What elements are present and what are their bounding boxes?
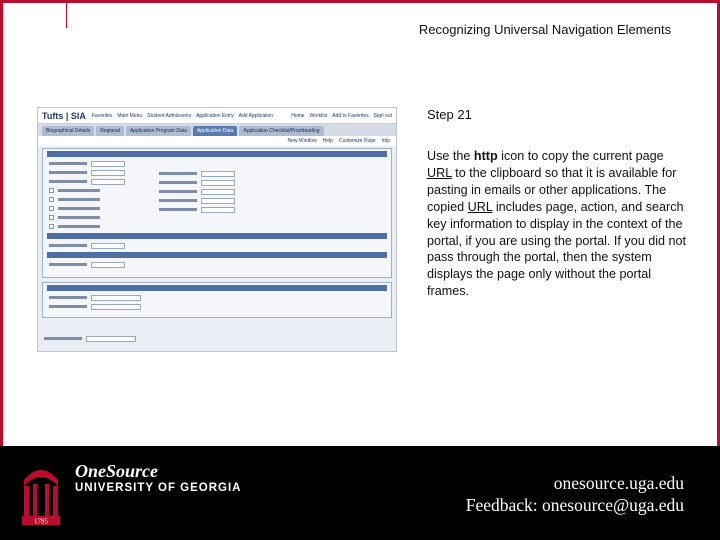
url-term-link[interactable]: URL (427, 165, 452, 180)
screenshot-utility-links (38, 136, 396, 146)
screenshot-tab[interactable]: Regional (96, 126, 124, 136)
screenshot-bottom-select[interactable] (86, 336, 136, 342)
screenshot-input[interactable] (201, 207, 235, 213)
screenshot-application-panel (42, 148, 392, 278)
screenshot-favorites-link[interactable]: Add to Favorites (332, 112, 369, 119)
screenshot-signout-link[interactable]: Sign out (373, 112, 392, 119)
screenshot-second-column (153, 169, 241, 214)
screenshot-tab[interactable]: Biographical Details (42, 126, 94, 136)
screenshot-section-bar (47, 285, 387, 291)
screenshot-breadcrumb (92, 113, 273, 119)
screenshot-worklist-link[interactable]: Worklist (309, 112, 328, 119)
screenshot-nav-item[interactable]: Application Entry (196, 112, 234, 119)
screenshot-nav-item[interactable]: Add Application (238, 112, 274, 119)
screenshot-grid-panel (42, 282, 392, 318)
uga-arch-logo-icon (22, 460, 60, 526)
screenshot-section-bar (47, 151, 387, 157)
screenshot-input[interactable] (91, 170, 125, 176)
slide-title: Recognizing Universal Navigation Elements (418, 22, 672, 37)
screenshot-input[interactable] (91, 243, 125, 249)
screenshot-field-row (43, 159, 391, 168)
screenshot-checkbox[interactable] (49, 215, 54, 220)
screenshot-section-bar (47, 233, 387, 239)
screenshot-input[interactable] (201, 171, 235, 177)
screenshot-checkbox-row (43, 213, 391, 222)
http-keyword: http (473, 149, 498, 163)
screenshot-tab[interactable]: Application Checklist/Proofreading (239, 126, 323, 136)
screenshot-grid-field[interactable] (91, 295, 141, 301)
screenshot-new-window-link[interactable]: New Window (287, 138, 317, 144)
screenshot-grid-field[interactable] (91, 304, 141, 310)
url-term-link[interactable]: URL (467, 199, 493, 214)
step-title: Step 21 (427, 107, 472, 122)
step-description: Use the http icon to copy the current page URL to the clipboard so that it is available for pasting in emails or other applications. The copied URL includes page, action, and search key information to display in the context of the portal, if you are using the portal. If you did not pass through the portal, then the system displays the page only without the portal frames. (427, 149, 687, 299)
university-name: UNIVERSITY OF GEORGIA (75, 482, 242, 494)
screenshot-header (38, 108, 396, 124)
feedback-email[interactable]: Feedback: onesource@uga.edu (465, 495, 684, 515)
slide-accent-line (66, 0, 67, 28)
screenshot-input[interactable] (201, 180, 235, 186)
screenshot-nav-item[interactable]: Student Admissions (147, 112, 192, 119)
screenshot-input[interactable] (91, 262, 125, 268)
screenshot-home-link[interactable]: Home (291, 112, 305, 119)
screenshot-customize-link[interactable]: Customize Page (338, 138, 376, 144)
screenshot-bottom-row (38, 334, 142, 343)
screenshot-input[interactable] (91, 161, 125, 167)
screenshot-help-link[interactable]: Help (322, 138, 333, 144)
screenshot-input[interactable] (91, 179, 125, 185)
screenshot-nav-item[interactable]: Favorites (91, 112, 113, 119)
seal-year: 1785 (34, 517, 48, 526)
screenshot-checkbox[interactable] (49, 224, 54, 229)
screenshot-checkbox[interactable] (49, 197, 54, 202)
screenshot-tab[interactable]: Application Program Data (126, 126, 191, 136)
screenshot-checkbox[interactable] (49, 188, 54, 193)
screenshot-field-row (43, 260, 391, 269)
screenshot-top-links (291, 113, 392, 119)
screenshot-http-link[interactable]: http (381, 138, 390, 144)
brand-name: OneSource (75, 461, 159, 481)
screenshot-nav-item[interactable]: Main Menu (117, 112, 143, 119)
screenshot-brand: Tufts | SIA (42, 110, 86, 121)
screenshot-checkbox-row (43, 222, 391, 231)
screenshot-field-row (43, 241, 391, 250)
screenshot-tab-active[interactable]: Application Data (193, 126, 237, 136)
footer-bar (0, 446, 720, 540)
screenshot-tab-bar (38, 124, 396, 136)
screenshot-input[interactable] (201, 189, 235, 195)
slide-border-left (0, 0, 3, 446)
screenshot-checkbox[interactable] (49, 206, 54, 211)
screenshot-section-bar (47, 252, 387, 258)
slide-border-top (0, 0, 720, 3)
application-screenshot (37, 107, 397, 352)
screenshot-input[interactable] (201, 198, 235, 204)
site-url[interactable]: onesource.uga.edu (553, 473, 684, 493)
